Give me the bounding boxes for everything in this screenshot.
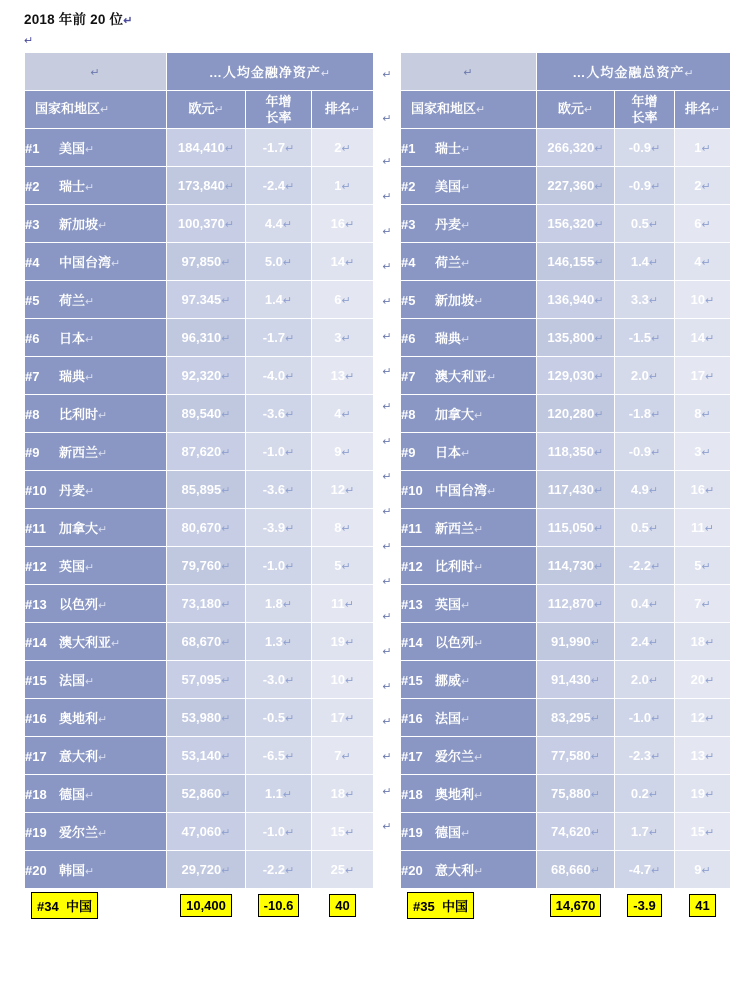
cell-growth: -4.7↵ <box>615 851 675 889</box>
cell-euro: 97,850↵ <box>167 243 246 281</box>
cell-country: #16 法国↵ <box>401 699 537 737</box>
pilcrow-mark: ↵ <box>382 506 392 518</box>
cell-euro: 118,350↵ <box>537 433 615 471</box>
cell-rank: 9↵ <box>312 433 374 471</box>
cell-rank: 9↵ <box>675 851 731 889</box>
col-header-rank: 排名↵ <box>312 91 374 129</box>
cell-growth: 0.5↵ <box>615 205 675 243</box>
cell-euro: 53,980↵ <box>167 699 246 737</box>
cell-euro: 184,410↵ <box>167 129 246 167</box>
cell-rank: 6↵ <box>675 205 731 243</box>
cell-euro: 52,860↵ <box>167 775 246 813</box>
cell-country: #9 新西兰↵ <box>25 433 167 471</box>
cell-rank: 11↵ <box>675 509 731 547</box>
cell-euro: 100,370↵ <box>167 205 246 243</box>
col-header-country: 国家和地区↵ <box>401 91 537 129</box>
cell-country: #3 丹麦↵ <box>401 205 537 243</box>
cell-euro: 77,580↵ <box>537 737 615 775</box>
cell-euro: 146,155↵ <box>537 243 615 281</box>
table-row <box>401 471 731 509</box>
pilcrow-mark: ↵ <box>24 35 34 47</box>
cell-euro: 83,295↵ <box>537 699 615 737</box>
cell-euro: 129,030↵ <box>537 357 615 395</box>
cell-rank: 12↵ <box>675 699 731 737</box>
pilcrow-mark: ↵ <box>382 331 392 343</box>
cell-country: #3 新加坡↵ <box>25 205 167 243</box>
pilcrow-mark: ↵ <box>382 191 392 203</box>
table-row <box>401 243 731 281</box>
table-net-financial-assets <box>24 52 374 923</box>
cell-country: #2 美国↵ <box>401 167 537 205</box>
cell-country: #10 中国台湾↵ <box>401 471 537 509</box>
cell-growth: -1.7↵ <box>246 319 312 357</box>
cell-country: #7 澳大利亚↵ <box>401 357 537 395</box>
table-row <box>401 433 731 471</box>
header-corner-cell: ↵ <box>401 53 537 91</box>
cell-country: #20 韩国↵ <box>25 851 167 889</box>
table-column-headers <box>401 91 731 129</box>
cell-growth: -1.0↵ <box>246 547 312 585</box>
cell-country: #5 荷兰↵ <box>25 281 167 319</box>
cell-rank-highlight: 40 <box>312 889 374 923</box>
cell-country-highlight: #35 中国 <box>401 889 537 923</box>
table-row <box>25 775 374 813</box>
cell-euro: 29,720↵ <box>167 851 246 889</box>
cell-country: #1 瑞士↵ <box>401 129 537 167</box>
table-row <box>401 661 731 699</box>
cell-country: #20 意大利↵ <box>401 851 537 889</box>
cell-rank: 7↵ <box>675 585 731 623</box>
pilcrow-mark: ↵ <box>382 366 392 378</box>
cell-euro: 96,310↵ <box>167 319 246 357</box>
highlighted-row-china <box>401 889 731 923</box>
table-row <box>25 357 374 395</box>
cell-euro: 68,670↵ <box>167 623 246 661</box>
pilcrow-mark: ↵ <box>382 751 392 763</box>
table-row <box>25 205 374 243</box>
cell-growth: 1.1↵ <box>246 775 312 813</box>
table-row <box>25 433 374 471</box>
cell-rank: 15↵ <box>312 813 374 851</box>
pilcrow-mark: ↵ <box>382 226 392 238</box>
cell-growth: -1.0↵ <box>246 813 312 851</box>
cell-growth: -1.5↵ <box>615 319 675 357</box>
cell-rank: 15↵ <box>675 813 731 851</box>
pilcrow-mark: ↵ <box>382 261 392 273</box>
cell-country: #19 德国↵ <box>401 813 537 851</box>
cell-growth: -0.5↵ <box>246 699 312 737</box>
cell-growth: -3.6↵ <box>246 395 312 433</box>
cell-rank: 14↵ <box>675 319 731 357</box>
cell-country: #19 爱尔兰↵ <box>25 813 167 851</box>
cell-euro: 68,660↵ <box>537 851 615 889</box>
table-row <box>25 509 374 547</box>
cell-rank: 18↵ <box>312 775 374 813</box>
cell-rank: 2↵ <box>312 129 374 167</box>
cell-euro: 80,670↵ <box>167 509 246 547</box>
cell-country: #15 挪威↵ <box>401 661 537 699</box>
cell-growth: 0.2↵ <box>615 775 675 813</box>
cell-rank: 13↵ <box>312 357 374 395</box>
cell-growth: 1.7↵ <box>615 813 675 851</box>
cell-country: #8 加拿大↵ <box>401 395 537 433</box>
pilcrow-mark: ↵ <box>382 113 392 125</box>
cell-country: #14 澳大利亚↵ <box>25 623 167 661</box>
pilcrow-mark: ↵ <box>382 646 392 658</box>
cell-growth: 0.5↵ <box>615 509 675 547</box>
cell-euro-highlight: 14,670 <box>537 889 615 923</box>
cell-rank: 8↵ <box>312 509 374 547</box>
cell-euro: 136,940↵ <box>537 281 615 319</box>
table-row <box>401 281 731 319</box>
cell-growth: 2.0↵ <box>615 357 675 395</box>
table-row <box>25 585 374 623</box>
between-tables-gutter <box>374 52 400 845</box>
cell-euro: 91,430↵ <box>537 661 615 699</box>
cell-euro: 85,895↵ <box>167 471 246 509</box>
pilcrow-mark: ↵ <box>123 15 133 27</box>
cell-euro: 266,320↵ <box>537 129 615 167</box>
pilcrow-mark: ↵ <box>382 611 392 623</box>
cell-rank: 11↵ <box>312 585 374 623</box>
cell-euro: 114,730↵ <box>537 547 615 585</box>
cell-euro: 91,990↵ <box>537 623 615 661</box>
cell-euro: 87,620↵ <box>167 433 246 471</box>
cell-rank: 14↵ <box>312 243 374 281</box>
cell-growth-highlight: -10.6 <box>246 889 312 923</box>
cell-growth: 1.4↵ <box>615 243 675 281</box>
cell-growth: 2.4↵ <box>615 623 675 661</box>
cell-growth: -1.0↵ <box>246 433 312 471</box>
cell-euro: 89,540↵ <box>167 395 246 433</box>
cell-euro: 117,430↵ <box>537 471 615 509</box>
cell-growth: -0.9↵ <box>615 433 675 471</box>
cell-growth: 0.4↵ <box>615 585 675 623</box>
header-corner-cell: ↵ <box>25 53 167 91</box>
cell-growth: -3.0↵ <box>246 661 312 699</box>
table-row <box>401 509 731 547</box>
cell-growth: -2.2↵ <box>246 851 312 889</box>
table-row <box>25 737 374 775</box>
cell-country: #6 瑞典↵ <box>401 319 537 357</box>
cell-country: #8 比利时↵ <box>25 395 167 433</box>
col-header-euro: 欧元↵ <box>167 91 246 129</box>
cell-growth: 1.8↵ <box>246 585 312 623</box>
table-row <box>25 547 374 585</box>
col-header-growth: 年增 长率 <box>615 91 675 129</box>
cell-growth: -2.3↵ <box>615 737 675 775</box>
cell-growth: 1.3↵ <box>246 623 312 661</box>
pilcrow-mark: ↵ <box>382 716 392 728</box>
pilcrow-mark: ↵ <box>382 436 392 448</box>
cell-growth: 2.0↵ <box>615 661 675 699</box>
cell-euro: 115,050↵ <box>537 509 615 547</box>
table-row <box>401 813 731 851</box>
cell-country: #11 新西兰↵ <box>401 509 537 547</box>
table-row <box>25 281 374 319</box>
cell-country-highlight: #34 中国 <box>25 889 167 923</box>
cell-euro: 227,360↵ <box>537 167 615 205</box>
table-row <box>401 775 731 813</box>
cell-euro: 79,760↵ <box>167 547 246 585</box>
cell-euro: 135,800↵ <box>537 319 615 357</box>
cell-rank: 5↵ <box>675 547 731 585</box>
cell-country: #5 新加坡↵ <box>401 281 537 319</box>
cell-growth: -3.6↵ <box>246 471 312 509</box>
cell-rank: 10↵ <box>312 661 374 699</box>
cell-euro: 57,095↵ <box>167 661 246 699</box>
cell-euro: 74,620↵ <box>537 813 615 851</box>
cell-country: #13 英国↵ <box>401 585 537 623</box>
cell-euro: 156,320↵ <box>537 205 615 243</box>
table-row <box>401 205 731 243</box>
table-row <box>401 547 731 585</box>
cell-euro: 120,280↵ <box>537 395 615 433</box>
table-row <box>25 813 374 851</box>
cell-growth: -6.5↵ <box>246 737 312 775</box>
cell-country: #17 意大利↵ <box>25 737 167 775</box>
cell-growth: -1.7↵ <box>246 129 312 167</box>
pilcrow-mark: ↵ <box>382 576 392 588</box>
table-row <box>25 471 374 509</box>
table-row <box>25 129 374 167</box>
table-row <box>401 129 731 167</box>
cell-rank: 4↵ <box>312 395 374 433</box>
cell-rank: 16↵ <box>312 205 374 243</box>
cell-country: #14 以色列↵ <box>401 623 537 661</box>
pilcrow-mark: ↵ <box>382 401 392 413</box>
cell-country: #2 瑞士↵ <box>25 167 167 205</box>
cell-rank: 12↵ <box>312 471 374 509</box>
cell-growth: -2.4↵ <box>246 167 312 205</box>
table-row <box>401 851 731 889</box>
cell-euro: 47,060↵ <box>167 813 246 851</box>
page-title: 2018 年前 20 位↵ <box>24 12 133 27</box>
tables-container <box>24 52 742 923</box>
cell-country: #4 荷兰↵ <box>401 243 537 281</box>
table-column-headers <box>25 91 374 129</box>
cell-growth: 1.4↵ <box>246 281 312 319</box>
cell-growth: -3.9↵ <box>246 509 312 547</box>
cell-euro: 173,840↵ <box>167 167 246 205</box>
pilcrow-mark: ↵ <box>382 786 392 798</box>
table-row <box>401 585 731 623</box>
cell-rank: 3↵ <box>675 433 731 471</box>
cell-country: #9 日本↵ <box>401 433 537 471</box>
cell-rank: 6↵ <box>312 281 374 319</box>
cell-euro: 112,870↵ <box>537 585 615 623</box>
cell-rank: 19↵ <box>312 623 374 661</box>
table-row <box>25 623 374 661</box>
table-row <box>25 167 374 205</box>
cell-country: #15 法国↵ <box>25 661 167 699</box>
cell-growth: -1.8↵ <box>615 395 675 433</box>
cell-euro: 73,180↵ <box>167 585 246 623</box>
cell-rank: 8↵ <box>675 395 731 433</box>
cell-rank: 19↵ <box>675 775 731 813</box>
cell-country: #10 丹麦↵ <box>25 471 167 509</box>
table-gross-financial-assets <box>400 52 731 923</box>
cell-euro-highlight: 10,400 <box>167 889 246 923</box>
table-row <box>401 357 731 395</box>
cell-rank: 13↵ <box>675 737 731 775</box>
cell-rank: 20↵ <box>675 661 731 699</box>
cell-rank: 4↵ <box>675 243 731 281</box>
col-header-rank: 排名↵ <box>675 91 731 129</box>
cell-growth: -4.0↵ <box>246 357 312 395</box>
cell-rank: 5↵ <box>312 547 374 585</box>
cell-rank: 1↵ <box>312 167 374 205</box>
header-band-title: …人均金融总资产↵ <box>537 53 731 91</box>
cell-country: #12 英国↵ <box>25 547 167 585</box>
cell-country: #16 奥地利↵ <box>25 699 167 737</box>
cell-country: #11 加拿大↵ <box>25 509 167 547</box>
cell-country: #7 瑞典↵ <box>25 357 167 395</box>
cell-growth: 4.9↵ <box>615 471 675 509</box>
cell-rank: 10↵ <box>675 281 731 319</box>
table-row <box>401 623 731 661</box>
pilcrow-mark: ↵ <box>382 681 392 693</box>
col-header-country: 国家和地区↵ <box>25 91 167 129</box>
cell-rank: 17↵ <box>312 699 374 737</box>
table-row <box>401 319 731 357</box>
cell-growth: 3.3↵ <box>615 281 675 319</box>
cell-growth: -0.9↵ <box>615 167 675 205</box>
cell-euro: 53,140↵ <box>167 737 246 775</box>
pilcrow-mark: ↵ <box>382 821 392 833</box>
table-row <box>25 661 374 699</box>
cell-country: #6 日本↵ <box>25 319 167 357</box>
cell-euro: 97.345↵ <box>167 281 246 319</box>
cell-country: #1 美国↵ <box>25 129 167 167</box>
cell-country: #12 比利时↵ <box>401 547 537 585</box>
table-row <box>401 699 731 737</box>
cell-growth: 5.0↵ <box>246 243 312 281</box>
cell-rank: 18↵ <box>675 623 731 661</box>
cell-growth: -1.0↵ <box>615 699 675 737</box>
table-row <box>401 167 731 205</box>
cell-euro: 92,320↵ <box>167 357 246 395</box>
cell-rank: 16↵ <box>675 471 731 509</box>
table-row <box>25 395 374 433</box>
cell-growth: 4.4↵ <box>246 205 312 243</box>
pilcrow-mark: ↵ <box>382 296 392 308</box>
cell-euro: 75,880↵ <box>537 775 615 813</box>
col-header-euro: 欧元↵ <box>537 91 615 129</box>
cell-country: #4 中国台湾↵ <box>25 243 167 281</box>
table-row <box>25 243 374 281</box>
cell-rank-highlight: 41 <box>675 889 731 923</box>
header-band-title: …人均金融净资产↵ <box>167 53 374 91</box>
table-row <box>25 699 374 737</box>
pilcrow-mark: ↵ <box>382 69 392 81</box>
cell-growth: -0.9↵ <box>615 129 675 167</box>
cell-rank: 3↵ <box>312 319 374 357</box>
table-row <box>401 395 731 433</box>
empty-paragraph <box>24 34 742 48</box>
cell-country: #17 爱尔兰↵ <box>401 737 537 775</box>
col-header-growth: 年增 长率 <box>246 91 312 129</box>
cell-rank: 25↵ <box>312 851 374 889</box>
cell-rank: 7↵ <box>312 737 374 775</box>
highlighted-row-china <box>25 889 374 923</box>
cell-rank: 17↵ <box>675 357 731 395</box>
cell-rank: 1↵ <box>675 129 731 167</box>
cell-growth-highlight: -3.9 <box>615 889 675 923</box>
cell-country: #13 以色列↵ <box>25 585 167 623</box>
table-header-band <box>25 53 374 91</box>
table-row <box>401 737 731 775</box>
table-row <box>25 851 374 889</box>
pilcrow-mark: ↵ <box>382 471 392 483</box>
cell-growth: -2.2↵ <box>615 547 675 585</box>
pilcrow-mark: ↵ <box>382 541 392 553</box>
table-header-band <box>401 53 731 91</box>
cell-rank: 2↵ <box>675 167 731 205</box>
pilcrow-mark: ↵ <box>382 156 392 168</box>
table-row <box>25 319 374 357</box>
cell-country: #18 奥地利↵ <box>401 775 537 813</box>
cell-country: #18 德国↵ <box>25 775 167 813</box>
